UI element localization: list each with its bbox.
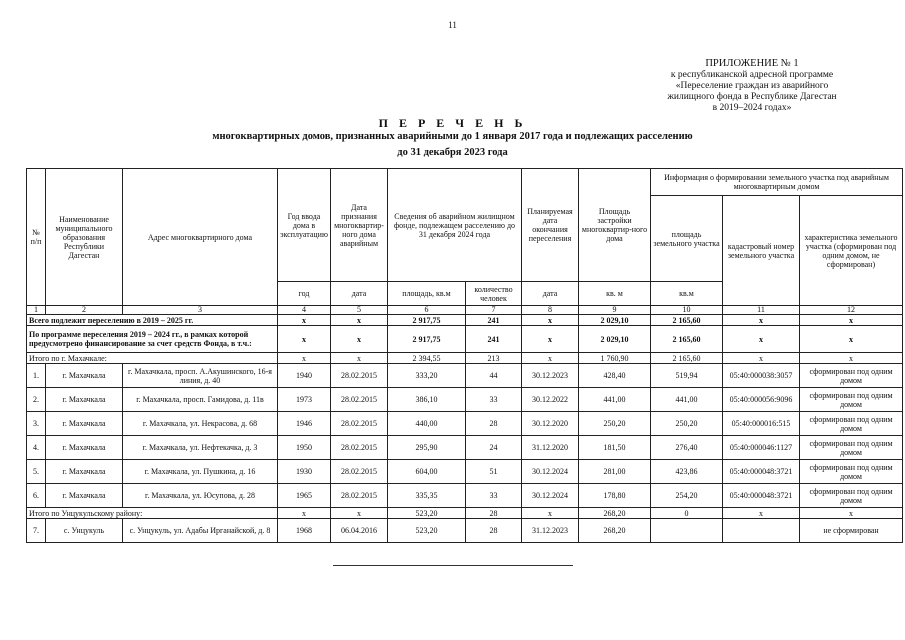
column-number: 11 xyxy=(723,306,800,315)
municipality-cell: г. Махачкала xyxy=(46,388,123,412)
column-number: 3 xyxy=(123,306,278,315)
address-cell: с. Унцукуль, ул. Адабы Ирганайской, д. 8 xyxy=(123,519,278,543)
table-body xyxy=(27,306,903,543)
cadastral-cell: 05:40:000048:3721 xyxy=(723,484,800,508)
column-number: 5 xyxy=(331,306,388,315)
cadastral-cell xyxy=(723,519,800,543)
unit-date: дата xyxy=(522,282,579,306)
group-total-value: x xyxy=(278,508,331,519)
header-land-info: Информация о формировании земельного участка под аварийным многоквартирным домом xyxy=(651,169,903,196)
end-date-cell: 31.12.2023 xyxy=(522,519,579,543)
address-cell: г. Махачкала, ул. Юсупова, д. 28 xyxy=(123,484,278,508)
land-char-cell: сформирован под одним домом xyxy=(800,484,903,508)
group-total-value: x xyxy=(522,353,579,364)
land-area-cell: 250,20 xyxy=(651,412,723,436)
group-total-value: x xyxy=(800,508,903,519)
summary-value: x xyxy=(800,315,903,326)
address-cell: г. Махачкала, ул. Пушкина, д. 16 xyxy=(123,460,278,484)
date-cell: 28.02.2015 xyxy=(331,388,388,412)
end-date-cell: 30.12.2022 xyxy=(522,388,579,412)
column-number: 12 xyxy=(800,306,903,315)
people-cell: 24 xyxy=(466,436,522,460)
area-cell: 604,00 xyxy=(388,460,466,484)
address-cell: г. Махачкала, просп. А.Акушинского, 16-я линия, д. 40 xyxy=(123,364,278,388)
header-land-area: площадь земельного участка xyxy=(651,196,723,282)
building-area-cell: 268,20 xyxy=(579,519,651,543)
people-cell: 33 xyxy=(466,484,522,508)
header-municipality: Наименование муниципального образования Республики Дагестан xyxy=(46,169,123,306)
summary-value: 2 165,60 xyxy=(651,315,723,326)
address-cell: г. Махачкала, ул. Нефтекачка, д. 3 xyxy=(123,436,278,460)
summary-value: 2 165,60 xyxy=(651,326,723,353)
year-cell: 1973 xyxy=(278,388,331,412)
header-fund-info: Сведения об аварийном жилищном фонде, подлежащем расселению до 31 декабря 2024 года xyxy=(388,169,522,282)
summary-value: x xyxy=(723,315,800,326)
column-number-row xyxy=(27,306,903,315)
cadastral-cell: 05:40:000048:3721 xyxy=(723,460,800,484)
group-total-label: Итого по г. Махачкале: xyxy=(27,353,278,364)
land-area-cell: 519,94 xyxy=(651,364,723,388)
column-number: 9 xyxy=(579,306,651,315)
program-row xyxy=(27,326,903,353)
total-row xyxy=(27,315,903,326)
land-char-cell: сформирован под одним домом xyxy=(800,460,903,484)
year-cell: 1930 xyxy=(278,460,331,484)
group-total-value: 2 165,60 xyxy=(651,353,723,364)
summary-value: x xyxy=(522,326,579,353)
header-year-built: Год ввода дома в эксплуатацию xyxy=(278,169,331,282)
group-total-value: 2 394,55 xyxy=(388,353,466,364)
unit-date: дата xyxy=(331,282,388,306)
date-cell: 06.04.2016 xyxy=(331,519,388,543)
land-char-cell: сформирован под одним домом xyxy=(800,364,903,388)
summary-value: 241 xyxy=(466,326,522,353)
document-title: П Е Р Е Ч Е Н Ь xyxy=(378,116,527,130)
group-total-value: 523,20 xyxy=(388,508,466,519)
cadastral-cell: 05:40:000046:1127 xyxy=(723,436,800,460)
group-total-value: x xyxy=(723,508,800,519)
land-char-cell: не сформирован xyxy=(800,519,903,543)
header-cadastral: кадастровый номер земельного участка xyxy=(723,196,800,306)
municipality-cell: г. Махачкала xyxy=(46,436,123,460)
page-number: 11 xyxy=(448,20,457,30)
land-area-cell: 276,40 xyxy=(651,436,723,460)
summary-value: 241 xyxy=(466,315,522,326)
area-cell: 386,10 xyxy=(388,388,466,412)
document-subtitle-date: до 31 декабря 2023 года xyxy=(397,147,508,158)
summary-value: x xyxy=(522,315,579,326)
group-total-value: x xyxy=(723,353,800,364)
year-cell: 1946 xyxy=(278,412,331,436)
row-number: 6. xyxy=(27,484,46,508)
row-number: 5. xyxy=(27,460,46,484)
summary-value: x xyxy=(278,315,331,326)
summary-label: Всего подлежит переселению в 2019 – 2025 гг. xyxy=(27,315,278,326)
area-cell: 335,35 xyxy=(388,484,466,508)
area-cell: 523,20 xyxy=(388,519,466,543)
summary-value: x xyxy=(278,326,331,353)
table-row xyxy=(27,364,903,388)
group-total-label: Итого по Унцукульскому району: xyxy=(27,508,278,519)
signature-line xyxy=(333,565,573,566)
header-address: Адрес многоквартирного дома xyxy=(123,169,278,306)
unit-people: количество человек xyxy=(466,282,522,306)
summary-value: 2 029,10 xyxy=(579,315,651,326)
header-building-area: Площадь застройки многоквартир-ного дома xyxy=(579,169,651,282)
appendix-line: «Переселение граждан из аварийного xyxy=(675,81,829,91)
year-cell: 1968 xyxy=(278,519,331,543)
building-area-cell: 178,80 xyxy=(579,484,651,508)
housing-register-table xyxy=(26,168,903,543)
end-date-cell: 31.12.2020 xyxy=(522,436,579,460)
summary-label: По программе переселения 2019 – 2024 гг., в рамках которой предусмотрено финансирование за счет средств Фонда, в т.ч.: xyxy=(27,326,278,353)
table-row xyxy=(27,460,903,484)
table-header xyxy=(27,169,903,306)
summary-value: x xyxy=(331,315,388,326)
header-num: № п/п xyxy=(27,169,46,306)
summary-value: x xyxy=(800,326,903,353)
municipality-cell: г. Махачкала xyxy=(46,460,123,484)
end-date-cell: 30.12.2024 xyxy=(522,484,579,508)
summary-value: x xyxy=(723,326,800,353)
group-total-value: 213 xyxy=(466,353,522,364)
group-total-row xyxy=(27,508,903,519)
date-cell: 28.02.2015 xyxy=(331,364,388,388)
summary-value: 2 029,10 xyxy=(579,326,651,353)
header-planned-end: Планируемая дата окончания переселения xyxy=(522,169,579,282)
people-cell: 28 xyxy=(466,519,522,543)
building-area-cell: 441,00 xyxy=(579,388,651,412)
people-cell: 51 xyxy=(466,460,522,484)
unit-sqm: кв.м xyxy=(651,282,723,306)
municipality-cell: г. Махачкала xyxy=(46,364,123,388)
land-area-cell: 423,86 xyxy=(651,460,723,484)
unit-year: год xyxy=(278,282,331,306)
row-number: 3. xyxy=(27,412,46,436)
summary-value: x xyxy=(331,326,388,353)
land-char-cell: сформирован под одним домом xyxy=(800,388,903,412)
building-area-cell: 281,00 xyxy=(579,460,651,484)
appendix-line: в 2019–2024 годах» xyxy=(712,103,792,113)
group-total-value: 0 xyxy=(651,508,723,519)
building-area-cell: 428,40 xyxy=(579,364,651,388)
date-cell: 28.02.2015 xyxy=(331,460,388,484)
people-cell: 28 xyxy=(466,412,522,436)
date-cell: 28.02.2015 xyxy=(331,484,388,508)
cadastral-cell: 05:40:000038:3057 xyxy=(723,364,800,388)
header-land-char: характеристика земельного участка (сформирован под одним домом, не сформирован) xyxy=(800,196,903,306)
date-cell: 28.02.2015 xyxy=(331,436,388,460)
area-cell: 295,90 xyxy=(388,436,466,460)
column-number: 1 xyxy=(27,306,46,315)
row-number: 1. xyxy=(27,364,46,388)
municipality-cell: с. Унцукуль xyxy=(46,519,123,543)
address-cell: г. Махачкала, просп. Гамидова, д. 11в xyxy=(123,388,278,412)
header-emergency-date: Дата признания многоквартир-ного дома аварийным xyxy=(331,169,388,282)
municipality-cell: г. Махачкала xyxy=(46,412,123,436)
year-cell: 1965 xyxy=(278,484,331,508)
row-number: 4. xyxy=(27,436,46,460)
people-cell: 33 xyxy=(466,388,522,412)
municipality-cell: г. Махачкала xyxy=(46,484,123,508)
land-area-cell: 254,20 xyxy=(651,484,723,508)
column-number: 10 xyxy=(651,306,723,315)
land-area-cell: 441,00 xyxy=(651,388,723,412)
group-total-value: x xyxy=(278,353,331,364)
unit-sqm: кв. м xyxy=(579,282,651,306)
group-total-value: x xyxy=(331,508,388,519)
document-subtitle: многоквартирных домов, признанных аварийными до 1 января 2017 года и подлежащих расселению xyxy=(212,131,693,142)
appendix-block xyxy=(657,58,847,114)
appendix-line: к республиканской адресной программе xyxy=(670,70,834,80)
group-total-value: x xyxy=(522,508,579,519)
column-number: 8 xyxy=(522,306,579,315)
group-total-value: 268,20 xyxy=(579,508,651,519)
table-row xyxy=(27,484,903,508)
address-cell: г. Махачкала, ул. Некрасова, д. 68 xyxy=(123,412,278,436)
appendix-heading: ПРИЛОЖЕНИЕ № 1 xyxy=(705,58,799,69)
cadastral-cell: 05:40:000056:9096 xyxy=(723,388,800,412)
row-number: 2. xyxy=(27,388,46,412)
cadastral-cell: 05:40:000016:515 xyxy=(723,412,800,436)
end-date-cell: 30.12.2024 xyxy=(522,460,579,484)
year-cell: 1950 xyxy=(278,436,331,460)
land-area-cell xyxy=(651,519,723,543)
group-total-row xyxy=(27,353,903,364)
summary-value: 2 917,75 xyxy=(388,326,466,353)
building-area-cell: 250,20 xyxy=(579,412,651,436)
unit-area: площадь, кв.м xyxy=(388,282,466,306)
summary-value: 2 917,75 xyxy=(388,315,466,326)
column-number: 2 xyxy=(46,306,123,315)
column-number: 6 xyxy=(388,306,466,315)
column-number: 7 xyxy=(466,306,522,315)
group-total-value: 1 760,90 xyxy=(579,353,651,364)
area-cell: 440,00 xyxy=(388,412,466,436)
land-char-cell: сформирован под одним домом xyxy=(800,436,903,460)
year-cell: 1940 xyxy=(278,364,331,388)
group-total-value: 28 xyxy=(466,508,522,519)
group-total-value: x xyxy=(331,353,388,364)
end-date-cell: 30.12.2023 xyxy=(522,364,579,388)
date-cell: 28.02.2015 xyxy=(331,412,388,436)
appendix-line: жилищного фонда в Республике Дагестан xyxy=(667,92,837,102)
table-row xyxy=(27,519,903,543)
end-date-cell: 30.12.2020 xyxy=(522,412,579,436)
table-row xyxy=(27,412,903,436)
table-row xyxy=(27,388,903,412)
group-total-value: x xyxy=(800,353,903,364)
land-char-cell: сформирован под одним домом xyxy=(800,412,903,436)
column-number: 4 xyxy=(278,306,331,315)
building-area-cell: 181,50 xyxy=(579,436,651,460)
table-row xyxy=(27,436,903,460)
area-cell: 333,20 xyxy=(388,364,466,388)
people-cell: 44 xyxy=(466,364,522,388)
row-number: 7. xyxy=(27,519,46,543)
